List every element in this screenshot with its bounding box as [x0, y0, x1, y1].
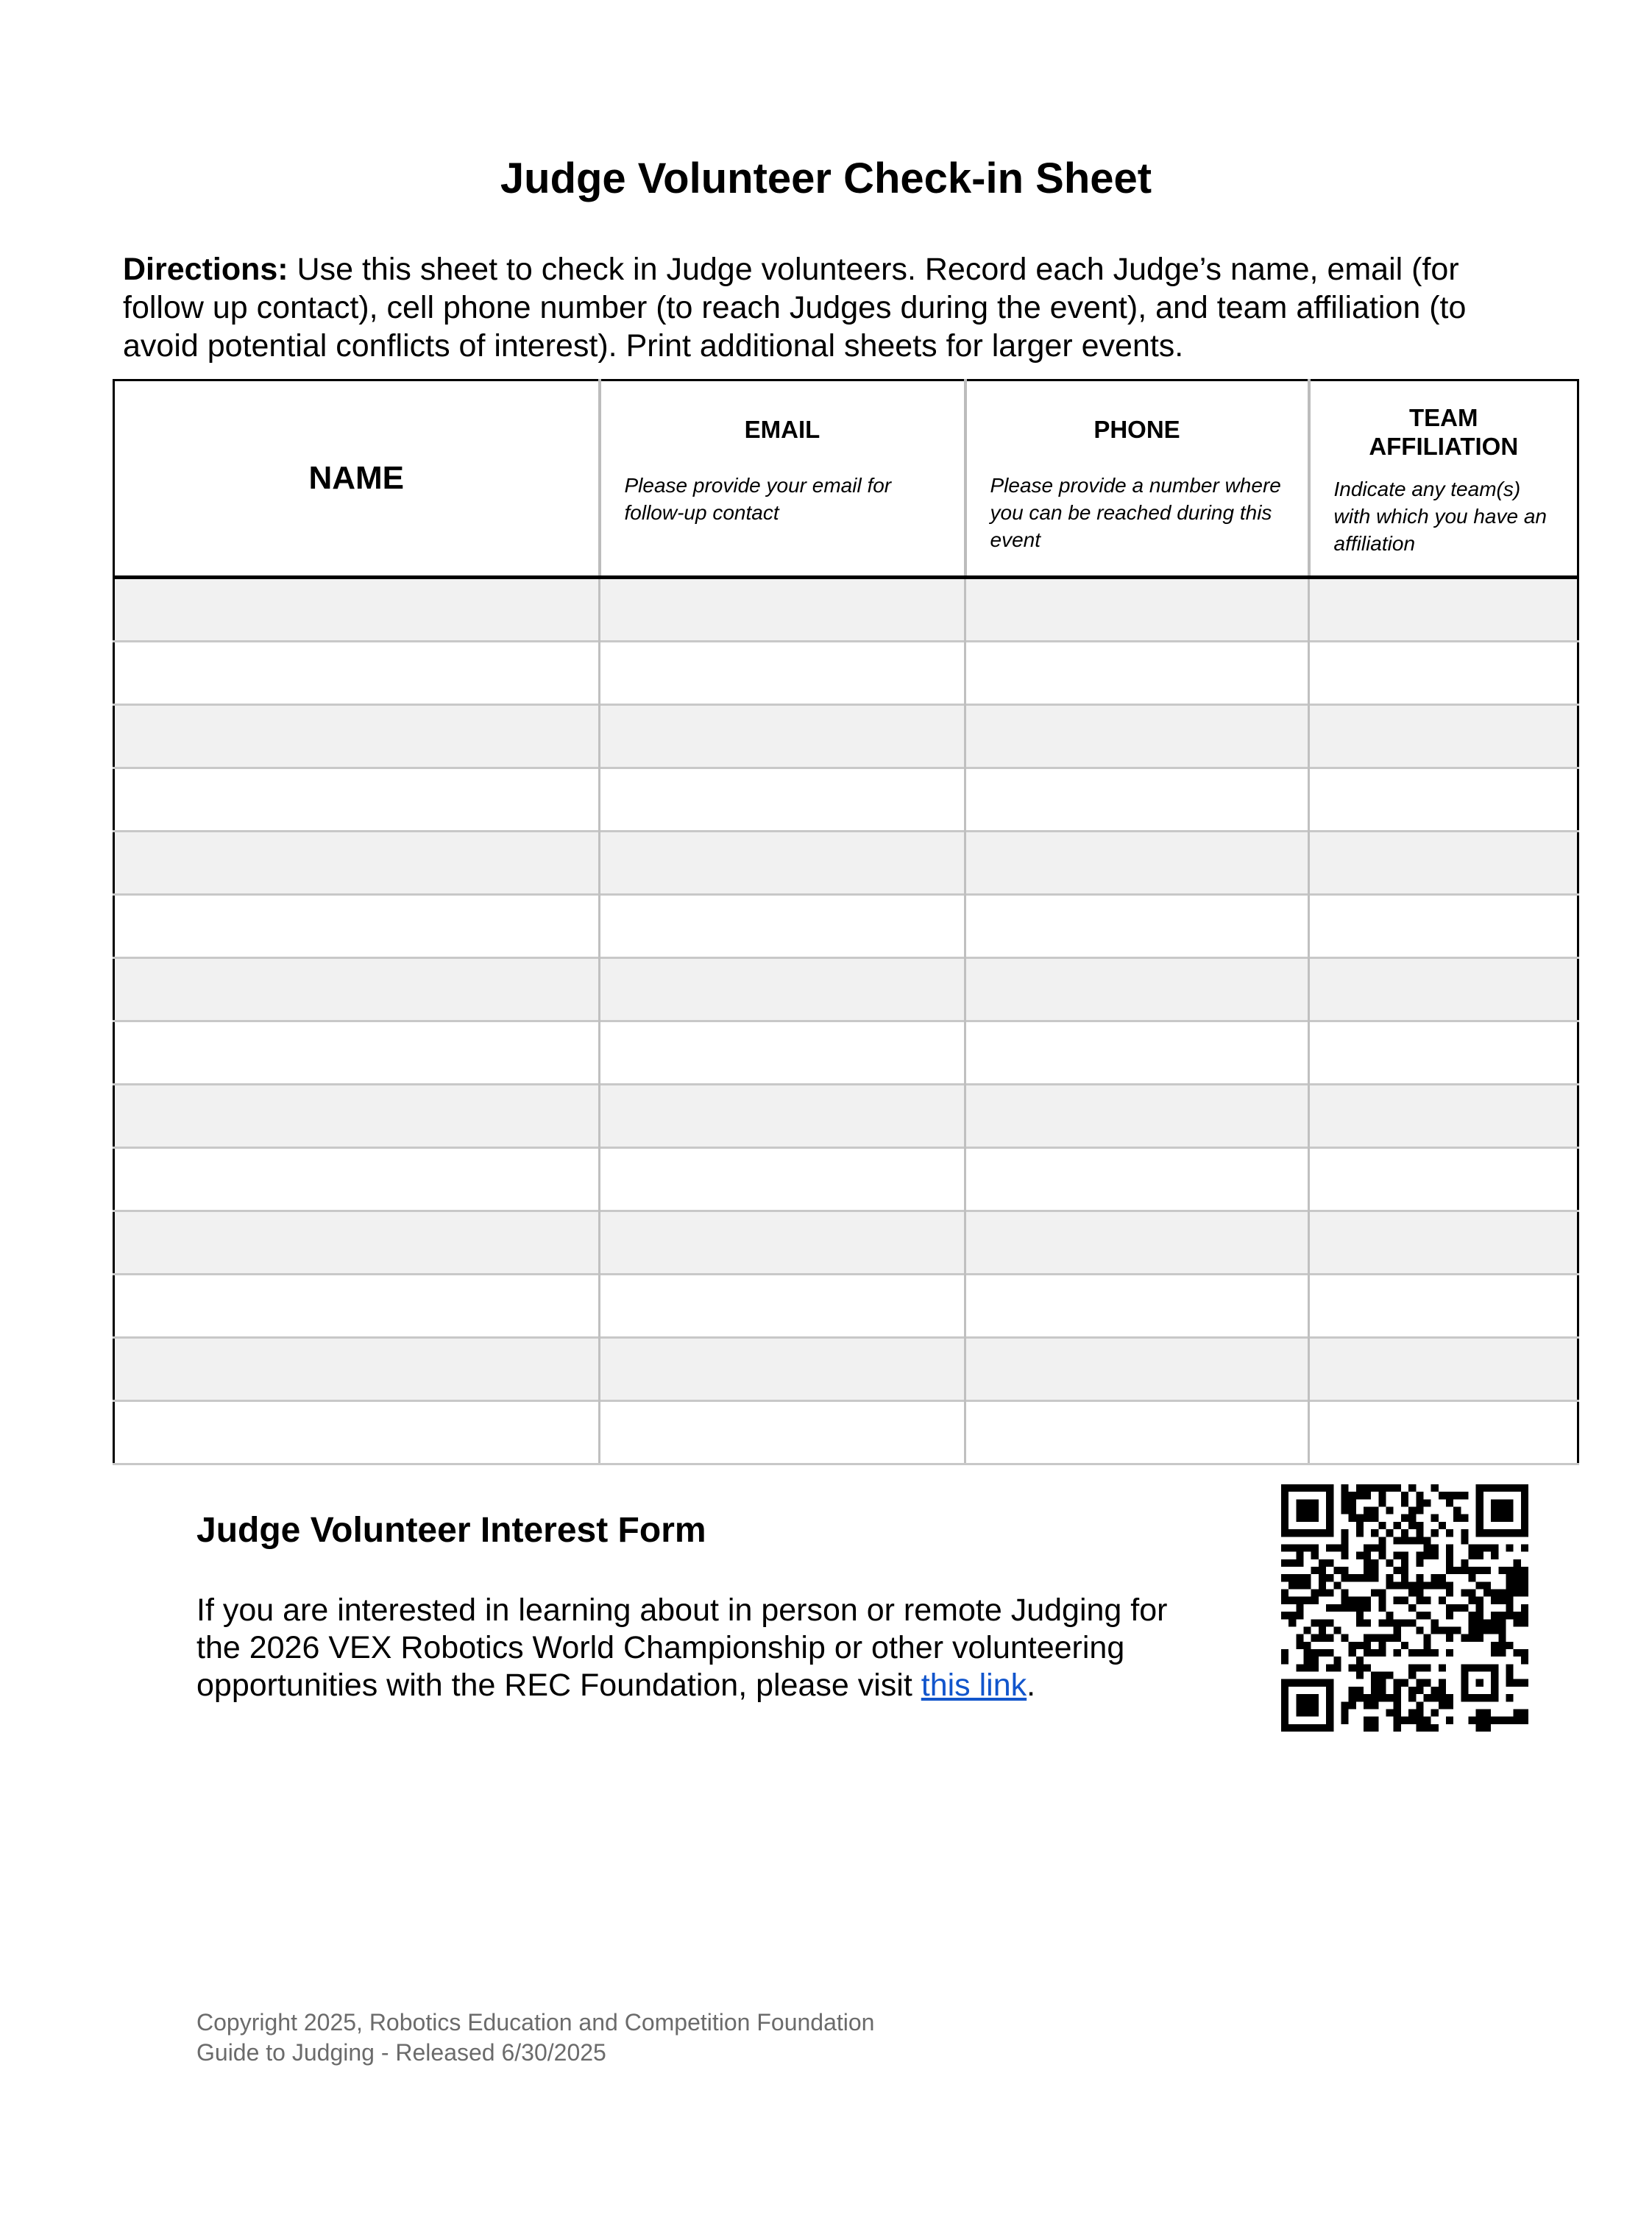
cell-name[interactable] [114, 1021, 600, 1085]
cell-team-affiliation[interactable] [1309, 1021, 1578, 1085]
column-title-team-affiliation: TEAM AFFILIATION [1369, 404, 1519, 460]
cell-team-affiliation[interactable] [1309, 1338, 1578, 1401]
cell-team-affiliation[interactable] [1309, 642, 1578, 705]
table-row [114, 705, 1578, 768]
table-row [114, 832, 1578, 895]
cell-email[interactable] [600, 895, 965, 958]
cell-name[interactable] [114, 578, 600, 642]
cell-name[interactable] [114, 642, 600, 705]
cell-name[interactable] [114, 1211, 600, 1275]
cell-team-affiliation[interactable] [1309, 1085, 1578, 1148]
cell-email[interactable] [600, 768, 965, 832]
cell-name[interactable] [114, 832, 600, 895]
table-row [114, 895, 1578, 958]
cell-phone[interactable] [965, 832, 1309, 895]
cell-email[interactable] [600, 958, 965, 1021]
cell-phone[interactable] [965, 642, 1309, 705]
table-row [114, 958, 1578, 1021]
table-header-row [114, 380, 1578, 578]
cell-team-affiliation[interactable] [1309, 1211, 1578, 1275]
cell-team-affiliation[interactable] [1309, 578, 1578, 642]
cell-phone[interactable] [965, 1401, 1309, 1464]
cell-team-affiliation[interactable] [1309, 832, 1578, 895]
footer-release: Guide to Judging - Released 6/30/2025 [196, 2039, 606, 2066]
cell-team-affiliation[interactable] [1309, 895, 1578, 958]
interest-form-link[interactable]: this link [921, 1668, 1027, 1703]
cell-phone[interactable] [965, 1338, 1309, 1401]
table-row [114, 1211, 1578, 1275]
table-row [114, 642, 1578, 705]
column-header-email [600, 380, 965, 578]
table-body [114, 578, 1578, 1464]
cell-name[interactable] [114, 1085, 600, 1148]
cell-name[interactable] [114, 768, 600, 832]
cell-team-affiliation[interactable] [1309, 768, 1578, 832]
column-title-name: NAME [308, 460, 405, 496]
interest-form-period: . [1027, 1668, 1036, 1703]
column-note-phone: Please provide a number where you can be reached during this event [990, 474, 1281, 551]
cell-phone[interactable] [965, 705, 1309, 768]
table-row [114, 1085, 1578, 1148]
cell-team-affiliation[interactable] [1309, 1401, 1578, 1464]
directions-paragraph [123, 250, 1536, 365]
directions-label: Directions: [123, 252, 288, 287]
column-header-name [114, 380, 600, 578]
cell-email[interactable] [600, 705, 965, 768]
table-row [114, 1338, 1578, 1401]
cell-phone[interactable] [965, 1275, 1309, 1338]
cell-phone[interactable] [965, 1085, 1309, 1148]
interest-form-title: Judge Volunteer Interest Form [196, 1511, 706, 1550]
cell-phone[interactable] [965, 578, 1309, 642]
cell-email[interactable] [600, 1021, 965, 1085]
cell-name[interactable] [114, 958, 600, 1021]
table-row [114, 1148, 1578, 1211]
cell-name[interactable] [114, 895, 600, 958]
table-row [114, 768, 1578, 832]
table-row [114, 578, 1578, 642]
cell-phone[interactable] [965, 958, 1309, 1021]
cell-phone[interactable] [965, 1148, 1309, 1211]
cell-email[interactable] [600, 1148, 965, 1211]
cell-phone[interactable] [965, 895, 1309, 958]
cell-team-affiliation[interactable] [1309, 1148, 1578, 1211]
column-title-email: EMAIL [744, 416, 820, 443]
directions-text: Use this sheet to check in Judge volunteers. Record each Judge’s name, email (for follow up contact), cell phone number (to reach Judges during the event), and team affiliation (to avoid potential conflicts of interest). Print additional sheets for larger events. [123, 252, 1467, 364]
cell-email[interactable] [600, 1211, 965, 1275]
column-note-email: Please provide your email for follow-up contact [624, 474, 892, 524]
cell-email[interactable] [600, 1085, 965, 1148]
table-row [114, 1401, 1578, 1464]
cell-email[interactable] [600, 1338, 965, 1401]
column-title-phone: PHONE [1093, 416, 1180, 443]
cell-email[interactable] [600, 1401, 965, 1464]
column-header-team-affiliation [1309, 380, 1578, 578]
cell-email[interactable] [600, 1275, 965, 1338]
cell-phone[interactable] [965, 768, 1309, 832]
cell-name[interactable] [114, 1338, 600, 1401]
cell-email[interactable] [600, 832, 965, 895]
table-row [114, 1275, 1578, 1338]
cell-name[interactable] [114, 1401, 600, 1464]
column-header-phone [965, 380, 1309, 578]
cell-email[interactable] [600, 578, 965, 642]
cell-email[interactable] [600, 642, 965, 705]
cell-team-affiliation[interactable] [1309, 705, 1578, 768]
cell-name[interactable] [114, 1275, 600, 1338]
cell-phone[interactable] [965, 1021, 1309, 1085]
footer [196, 2008, 874, 2068]
interest-form-body [196, 1592, 1197, 1704]
table-row [114, 1021, 1578, 1085]
qr-code-icon [1281, 1484, 1528, 1732]
cell-name[interactable] [114, 705, 600, 768]
cell-phone[interactable] [965, 1211, 1309, 1275]
check-in-table [113, 379, 1579, 1465]
page-title: Judge Volunteer Check-in Sheet [500, 155, 1152, 202]
column-note-team-affiliation: Indicate any team(s) with which you have an affiliation [1333, 478, 1548, 555]
footer-copyright: Copyright 2025, Robotics Education and Competition Foundation [196, 2009, 875, 2036]
cell-team-affiliation[interactable] [1309, 1275, 1578, 1338]
cell-team-affiliation[interactable] [1309, 958, 1578, 1021]
interest-form-text: If you are interested in learning about in person or remote Judging for the 2026 VEX Robotics World Championship or other volunteering opportunities with the REC Foundation, please visit [196, 1592, 1168, 1703]
cell-name[interactable] [114, 1148, 600, 1211]
